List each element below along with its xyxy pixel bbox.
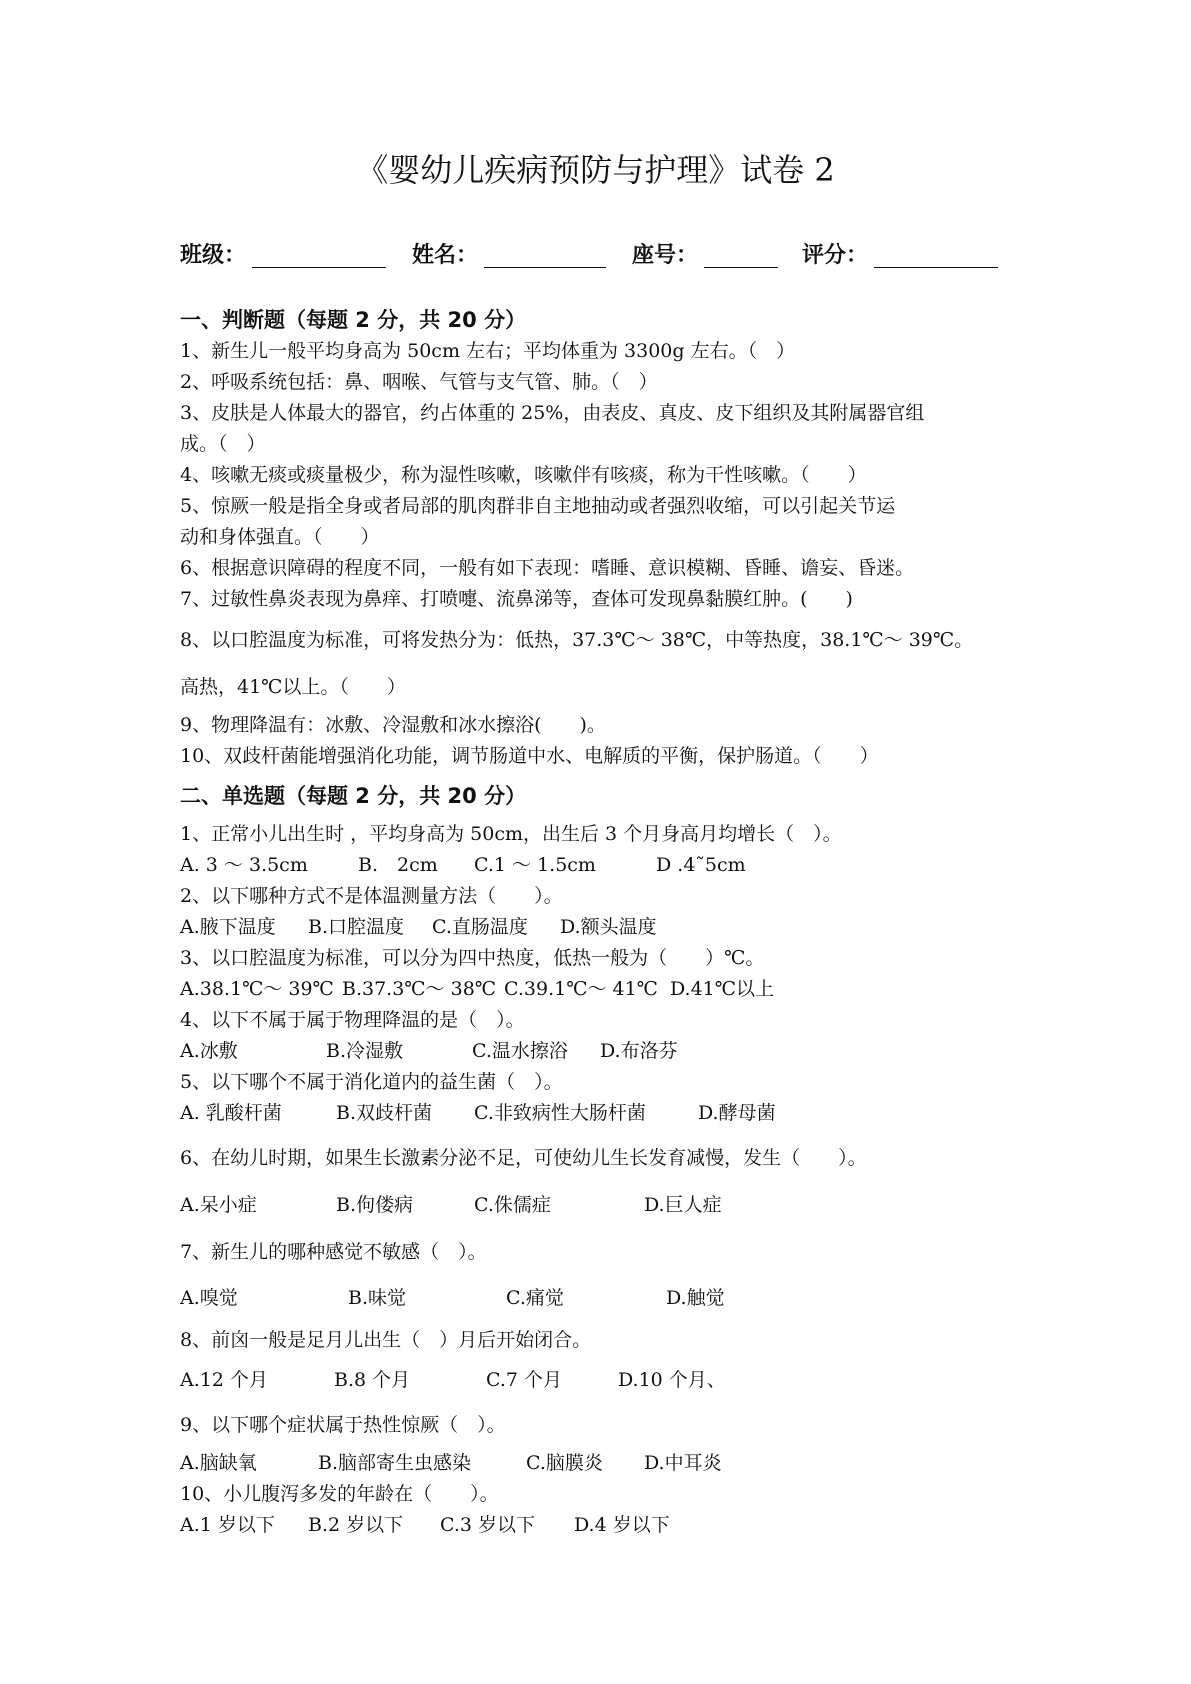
mc-option-c[interactable]: C.直肠温度: [432, 916, 528, 938]
mc-option-c[interactable]: C.痛觉: [506, 1287, 564, 1309]
mc-option-b[interactable]: B. 2cm: [358, 854, 438, 876]
tf-question-8-cont: 高热，41℃以上。（ ）: [180, 676, 406, 698]
mc-options-8: [180, 1367, 1080, 1393]
mc-option-d[interactable]: D.中耳炎: [644, 1452, 722, 1474]
tf-question-8: 8、以口腔温度为标准，可将发热分为：低热，37.3℃～ 38℃，中等热度，38.1℃～ 39℃。: [180, 629, 974, 651]
section-heading-single-choice: 二、单选题（每题 2 分，共 20 分）: [180, 784, 527, 808]
mc-option-d[interactable]: D .4˜5cm: [656, 854, 746, 876]
tf-question-7: 7、过敏性鼻炎表现为鼻痒、打喷嚏、流鼻涕等，查体可发现鼻黏膜红肿。( ): [180, 588, 853, 610]
mc-option-a[interactable]: A.38.1℃～ 39℃: [180, 978, 334, 1000]
seat-blank[interactable]: [704, 267, 778, 268]
name-label: 姓名：: [412, 243, 479, 268]
mc-option-a[interactable]: A.嗅觉: [180, 1287, 238, 1309]
mc-question-9: 9、以下哪个症状属于热性惊厥（ ）。: [180, 1414, 506, 1436]
tf-question-4: 4、咳嗽无痰或痰量极少，称为湿性咳嗽，咳嗽伴有咳痰，称为干性咳嗽。（ ）: [180, 464, 867, 486]
mc-option-a[interactable]: A.腋下温度: [180, 916, 276, 938]
mc-question-6: 6、在幼儿时期，如果生长激素分泌不足，可使幼儿生长发育减慢，发生（ ）。: [180, 1147, 867, 1169]
mc-options-5: [180, 1100, 1080, 1126]
mc-options-6: [180, 1192, 1080, 1218]
mc-question-2: 2、以下哪种方式不是体温测量方法（ ）。: [180, 885, 563, 907]
mc-option-c[interactable]: C.39.1℃～ 41℃: [504, 978, 658, 1000]
seat-label: 座号：: [632, 243, 699, 268]
tf-question-1: 1、新生儿一般平均身高为 50cm 左右；平均体重为 3300g 左右。（ ）: [180, 340, 796, 362]
mc-option-a[interactable]: A.呆小症: [180, 1194, 257, 1216]
page-title: 《婴幼儿疾病预防与护理》试卷 2: [356, 151, 835, 189]
mc-option-d[interactable]: D.4 岁以下: [574, 1514, 670, 1536]
mc-option-a[interactable]: A.脑缺氧: [180, 1452, 257, 1474]
tf-question-2: 2、呼吸系统包括：鼻、咽喉、气管与支气管、肺。（ ）: [180, 371, 658, 393]
tf-question-5-cont: 动和身体强直。（ ）: [180, 526, 380, 548]
class-blank[interactable]: [252, 267, 386, 268]
mc-option-b[interactable]: B.37.3℃～ 38℃: [342, 978, 497, 1000]
mc-option-c[interactable]: C.侏儒症: [474, 1194, 551, 1216]
mc-option-b[interactable]: B.8 个月: [334, 1369, 411, 1391]
mc-option-b[interactable]: B.口腔温度: [308, 916, 405, 938]
mc-options-3: [180, 976, 1080, 1002]
mc-question-10: 10、小儿腹泻多发的年龄在（ ）。: [180, 1483, 499, 1505]
mc-option-d[interactable]: D.额头温度: [560, 916, 657, 938]
tf-question-3-cont: 成。（ ）: [180, 433, 266, 455]
mc-option-d[interactable]: D.41℃以上: [670, 978, 775, 1000]
mc-options-2: [180, 914, 1080, 940]
mc-option-c[interactable]: C.非致病性大肠杆菌: [474, 1102, 646, 1124]
mc-options-1: [180, 852, 1080, 878]
mc-option-a[interactable]: A.12 个月: [180, 1369, 268, 1391]
mc-option-a[interactable]: A. 乳酸杆菌: [180, 1102, 282, 1124]
mc-question-8: 8、前囟一般是足月儿出生（ ）月后开始闭合。: [180, 1329, 592, 1351]
mc-options-4: [180, 1038, 1080, 1064]
mc-question-1: 1、正常小儿出生时 ，平均身高为 50cm，出生后 3 个月身高月均增长（ ）。: [180, 823, 842, 845]
tf-question-5: 5、惊厥一般是指全身或者局部的肌肉群非自主地抽动或者强烈收缩，可以引起关节运: [180, 495, 896, 517]
mc-question-3: 3、以口腔温度为标准，可以分为四中热度，低热一般为（ ）℃。: [180, 947, 765, 969]
mc-option-b[interactable]: B.味觉: [348, 1287, 407, 1309]
mc-option-c[interactable]: C.7 个月: [486, 1369, 563, 1391]
mc-option-c[interactable]: C.1 ～ 1.5cm: [474, 854, 596, 876]
mc-option-b[interactable]: B.佝偻病: [336, 1194, 414, 1216]
mc-option-c[interactable]: C.3 岁以下: [440, 1514, 536, 1536]
mc-option-a[interactable]: A. 3 ～ 3.5cm: [180, 854, 308, 876]
mc-option-a[interactable]: A.冰敷: [180, 1040, 238, 1062]
mc-option-b[interactable]: B.2 岁以下: [308, 1514, 404, 1536]
mc-option-d[interactable]: D.10 个月、: [618, 1369, 726, 1391]
score-label: 评分：: [802, 243, 869, 268]
tf-question-6: 6、根据意识障碍的程度不同，一般有如下表现：嗜睡、意识模糊、昏睡、谵妄、昏迷。: [180, 557, 915, 579]
mc-options-7: [180, 1285, 1080, 1311]
score-blank[interactable]: [874, 267, 998, 268]
mc-question-4: 4、以下不属于属于物理降温的是（ ）。: [180, 1009, 525, 1031]
mc-option-a[interactable]: A.1 岁以下: [180, 1514, 275, 1536]
mc-option-d[interactable]: D.酵母菌: [698, 1102, 776, 1124]
mc-question-5: 5、以下哪个不属于消化道内的益生菌（ ）。: [180, 1071, 563, 1093]
mc-option-b[interactable]: B.冷湿敷: [326, 1040, 404, 1062]
mc-options-10: [180, 1512, 1080, 1538]
class-label: 班级：: [180, 243, 247, 268]
tf-question-10: 10、双歧杆菌能增强消化功能，调节肠道中水、电解质的平衡，保护肠道。（ ）: [180, 745, 879, 767]
mc-option-c[interactable]: C.温水擦浴: [472, 1040, 568, 1062]
name-blank[interactable]: [484, 267, 606, 268]
mc-question-7: 7、新生儿的哪种感觉不敏感（ ）。: [180, 1241, 487, 1263]
tf-question-3: 3、皮肤是人体最大的器官，约占体重的 25%，由表皮、真皮、皮下组织及其附属器官组: [180, 402, 925, 424]
mc-option-c[interactable]: C.脑膜炎: [526, 1452, 603, 1474]
mc-option-b[interactable]: B.脑部寄生虫感染: [318, 1452, 472, 1474]
mc-options-9: [180, 1450, 1080, 1476]
mc-option-d[interactable]: D.触觉: [666, 1287, 725, 1309]
student-info-row: [180, 238, 1060, 274]
mc-option-d[interactable]: D.巨人症: [644, 1194, 722, 1216]
mc-option-d[interactable]: D.布洛芬: [600, 1040, 678, 1062]
section-heading-true-false: 一、判断题（每题 2 分，共 20 分）: [180, 308, 527, 332]
tf-question-9: 9、物理降温有：冰敷、冷湿敷和冰水擦浴( )。: [180, 714, 606, 736]
mc-option-b[interactable]: B.双歧杆菌: [336, 1102, 433, 1124]
